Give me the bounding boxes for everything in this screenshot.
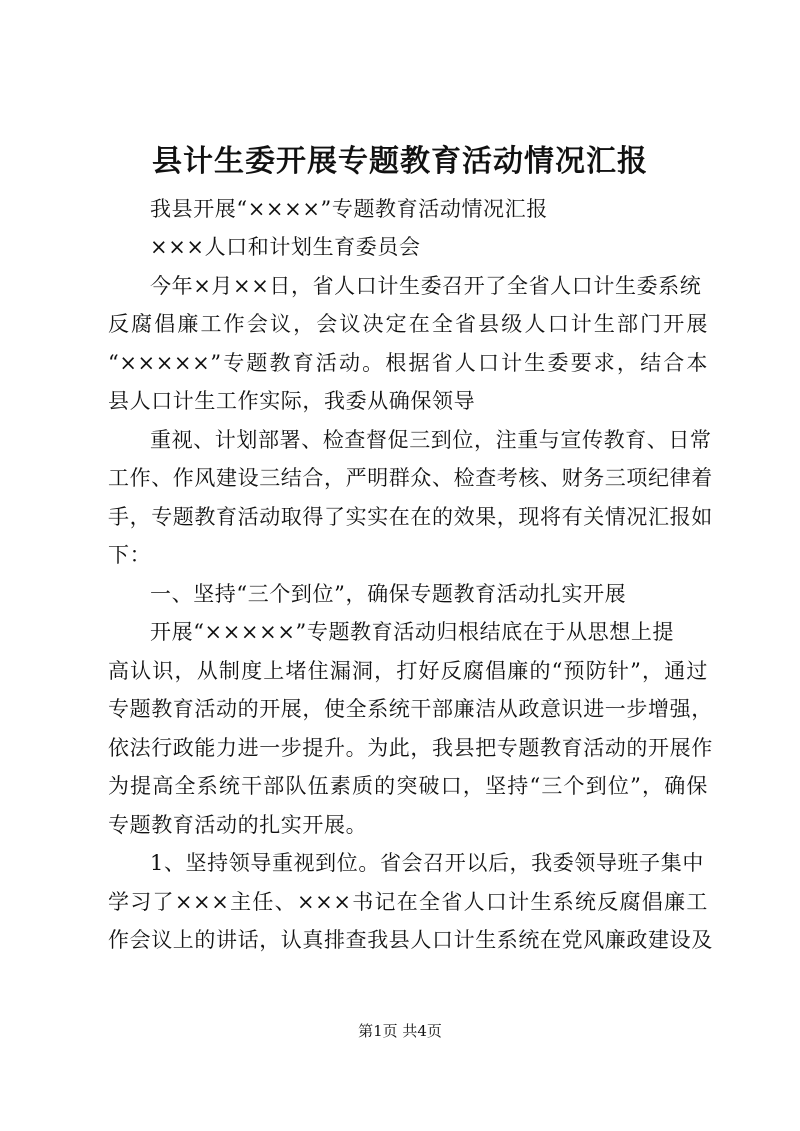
paragraph-line: 重视、计划部署、检查督促三到位，注重与宣传教育、日常 (150, 428, 712, 452)
paragraph-line: 高认识，从制度上堵住漏洞，打好反腐倡廉的“预防针”，通过 (108, 659, 708, 683)
document-title: 县计生委开展专题教育活动情况汇报 (152, 144, 648, 179)
paragraph-line: 专题教育活动的开展，使全系统干部廉洁从政意识进一步增强， (108, 697, 713, 721)
issuing-organization: ×××人口和计划生育委员会 (150, 235, 421, 259)
paragraph-line: 学习了×××主任、×××书记在全省人口计生系统反腐倡廉工 (108, 890, 708, 914)
section-heading: 一、坚持“三个到位”，确保专题教育活动扎实开展 (150, 582, 627, 606)
paragraph-line: 工作、作风建设三结合，严明群众、检查考核、财务三项纪律着 (108, 466, 713, 490)
paragraph-line: “×××××”专题教育活动。根据省人口计生委要求，结合本 (108, 351, 708, 375)
paragraph-line: 为提高全系统干部队伍素质的突破口，坚持“三个到位”，确保 (108, 774, 708, 798)
paragraph-line: 专题教育活动的扎实开展。 (108, 813, 368, 837)
paragraph-line: 依法行政能力进一步提升。为此，我县把专题教育活动的开展作 (108, 736, 713, 760)
paragraph-line: 开展“×××××”专题教育活动归根结底在于从思想上提 (150, 620, 675, 644)
paragraph-line: 县人口计生工作实际，我委从确保领导 (108, 389, 476, 413)
paragraph-line: 反腐倡廉工作会议，会议决定在全省县级人口计生部门开展 (108, 312, 708, 336)
paragraph-line: 手，专题教育活动取得了实实在在的效果，现将有关情况汇报如 (108, 505, 713, 529)
paragraph-line: 1、坚持领导重视到位。省会召开以后，我委领导班子集中 (150, 851, 704, 875)
report-subtitle: 我县开展“××××”专题教育活动情况汇报 (150, 197, 548, 221)
paragraph-line: 作会议上的讲话，认真排查我县人口计生系统在党风廉政建设及 (108, 928, 713, 952)
page-number: 第1页 共4页 (358, 1022, 442, 1040)
paragraph-line: 下： (108, 543, 152, 567)
paragraph-line: 今年×月××日，省人口计生委召开了全省人口计生委系统 (150, 274, 702, 298)
